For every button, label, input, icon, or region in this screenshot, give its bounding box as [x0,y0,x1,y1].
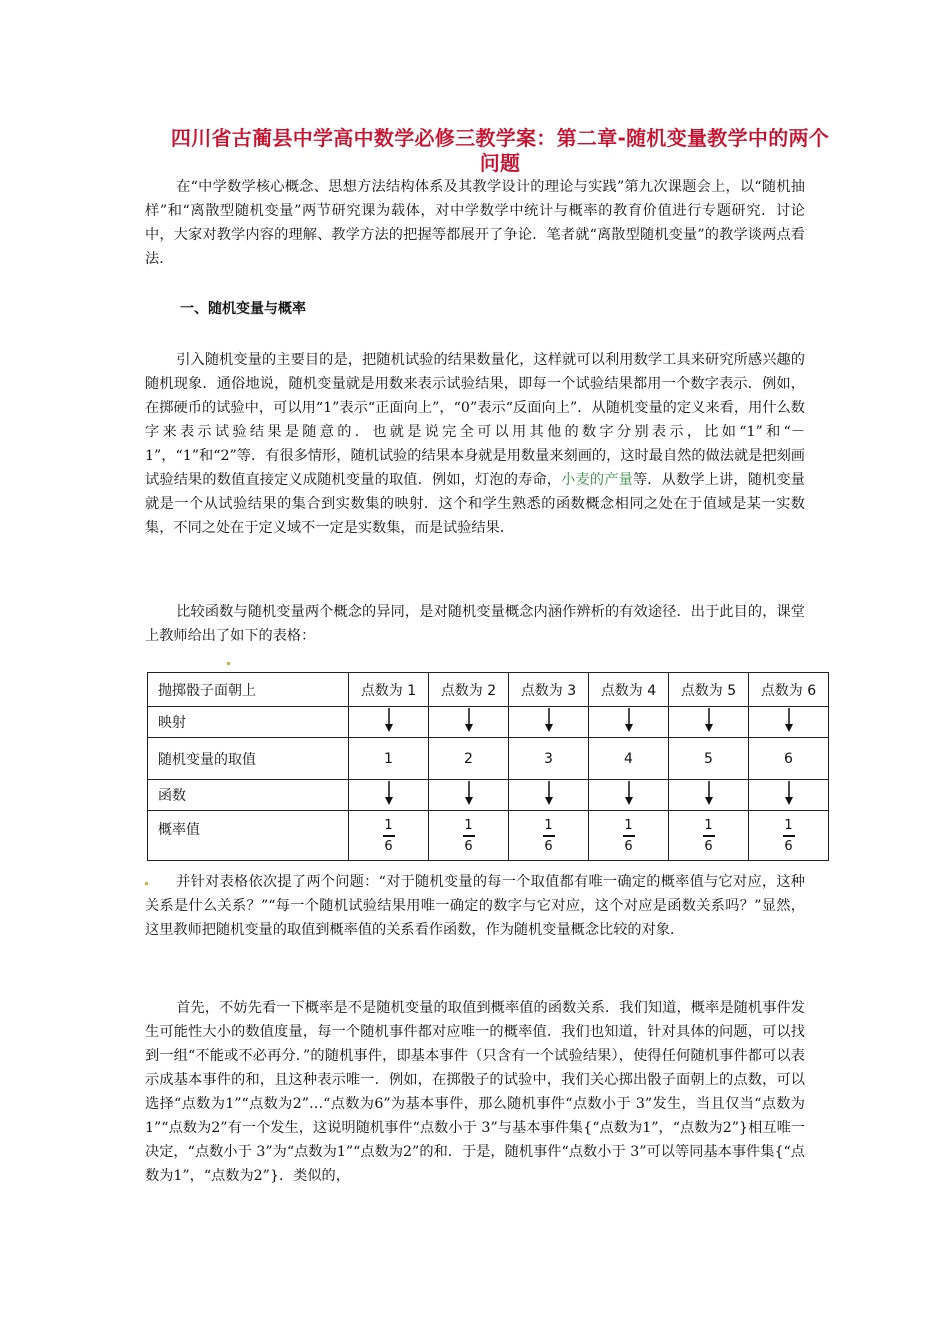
paragraph-analysis [145,996,805,1188]
section-heading-1: 一、随机变量与概率 [180,301,306,317]
fraction: $\frac{1}{6}$ [544,818,553,854]
paragraph-random-variable [145,348,805,540]
value-cell: 2 [429,738,509,780]
row-label: 函数 [148,780,349,811]
row-label: 概率值 [148,811,349,861]
probability-cell [429,811,509,861]
fraction: $\frac{1}{6}$ [704,818,713,854]
arrow-down-icon [622,707,636,733]
arrow-down-icon [622,780,636,806]
paragraph-compare [145,600,805,648]
outcome-cell: 点数为 6 [749,673,829,707]
arrow-down-icon [702,780,716,806]
table-row [148,811,829,861]
value-cell: 3 [509,738,589,780]
value-cell: 1 [349,738,429,780]
row-label: 随机变量的取值 [148,738,349,780]
table-row [148,673,829,707]
outcome-cell: 点数为 3 [509,673,589,707]
p3-text: 并针对表格依次提了两个问题：“对于随机变量的每一个取值都有唯一确定的概率值与它对应，这种关系是什么关系？”“每一个随机试验结果用唯一确定的数字与它对应，这个对应是函数关系吗？”显然，这里教师把随机变量的取值到概率值的关系看作函数，作为随机变量概念比较的对象． [145,874,805,938]
arrow-down-icon [462,780,476,806]
arrow-down-icon [462,707,476,733]
arrow-cell [589,780,669,811]
arrow-cell [589,707,669,738]
row-label: 抛掷骰子面朝上 [148,673,349,707]
value-cell: 5 [669,738,749,780]
arrow-cell [749,707,829,738]
wheat-yield-link: 小麦的产量 [561,472,633,488]
arrow-down-icon [382,780,396,806]
outcome-cell: 点数为 1 [349,673,429,707]
value-cell: 4 [589,738,669,780]
probability-cell [749,811,829,861]
fraction: $\frac{1}{6}$ [464,818,473,854]
arrow-cell [669,707,749,738]
p1-text-b: 等．从数学上讲，随机变量就是一个从试验结果的集合到实数集的映射．这个和学生熟悉的函数概念相同之处在于值域是某一实数集，不同之处在于定义域不一定是实数集，而是试验结果． [145,472,805,536]
paragraph-questions [145,870,805,942]
arrow-cell [669,780,749,811]
probability-cell [349,811,429,861]
outcome-cell: 点数为 5 [669,673,749,707]
intro-paragraph [145,175,805,271]
arrow-cell [349,707,429,738]
table-row [148,707,829,738]
p2-text: 比较函数与随机变量两个概念的异同，是对随机变量概念内涵作辨析的有效途径．出于此目的，课堂上教师给出了如下的表格： [145,604,805,644]
fraction: $\frac{1}{6}$ [784,818,793,854]
arrow-down-icon [782,780,796,806]
arrow-cell [509,707,589,738]
arrow-down-icon [702,707,716,733]
row-label: 映射 [148,707,349,738]
table-row [148,738,829,780]
intro-text: 在“中学数学核心概念、思想方法结构体系及其教学设计的理论与实践”第九次课题会上，以“随机抽样”和“离散型随机变量”两节研究课为载体，对中学数学中统计与概率的教育价值进行专题研究．讨论中，大家对教学内容的理解、教学方法的把握等都展开了争论．笔者就“离散型随机变量”的教学谈两点看法． [145,179,805,267]
arrow-down-icon [542,707,556,733]
fraction: $\frac{1}{6}$ [384,818,393,854]
arrow-cell [349,780,429,811]
probability-cell [669,811,749,861]
probability-cell [589,811,669,861]
arrow-cell [429,707,509,738]
outcome-cell: 点数为 4 [589,673,669,707]
dice-mapping-table [147,672,829,861]
outcome-cell: 点数为 2 [429,673,509,707]
arrow-down-icon [542,780,556,806]
table-row [148,780,829,811]
arrow-down-icon [782,707,796,733]
arrow-cell [749,780,829,811]
probability-cell [509,811,589,861]
value-cell: 6 [749,738,829,780]
arrow-cell [509,780,589,811]
arrow-down-icon [382,707,396,733]
document-title: 四川省古蔺县中学高中数学必修三教学案：第二章-随机变量教学中的两个问题 [170,126,830,175]
fraction: $\frac{1}{6}$ [624,818,633,854]
arrow-cell [429,780,509,811]
p1-text-a: 引入随机变量的主要目的是，把随机试验的结果数量化，这样就可以利用数学工具来研究所感兴趣的随机现象．通俗地说，随机变量就是用数来表示试验结果，即每一个试验结果都用一个数字表示．例如，在掷硬币的试验中，可以用“1”表示“正面向上”，“0”表示“反面向上”．从随机变量的定义来看，用什么数字来表示试验结果是随意的．也就是说完全可以用其他的数字分别表示，比如“1”和“－1”，“1”和“2”等．有很多情形，随机试验的结果本身就是用数量来刻画的，这时最自然的做法就是把刻画试验结果的数值直接定义成随机变量的取值．例如，灯泡的寿命， [145,352,805,488]
p4-text: 首先，不妨先看一下概率是不是随机变量的取值到概率值的函数关系．我们知道，概率是随机事件发生可能性大小的数值度量，每一个随机事件都对应唯一的概率值．我们也知道，针对具体的问题，可以找到一组“不能或不必再分．”的随机事件，即基本事件（只含有一个试验结果），使得任何随机事件都可以表示成基本事件的和，且这种表示唯一．例如，在掷骰子的试验中，我们关心掷出骰子面朝上的点数，可以选择“点数为1”“点数为2”…“点数为6”为基本事件，那么随机事件“点数小于 3”发生，当且仅当“点数为1”“点数为2”有一个发生，这说明随机事件“点数小于 3”与基本事件集{“点数为1”，“点数为2”}相互唯一决定，“点数小于 3”为“点数为1”“点数为2”的和．于是，随机事件“点数小于 3”可以等同基本事件集{“点数为1”，“点数为2”}．类似的， [145,1000,805,1184]
decorative-dot [227,662,230,665]
